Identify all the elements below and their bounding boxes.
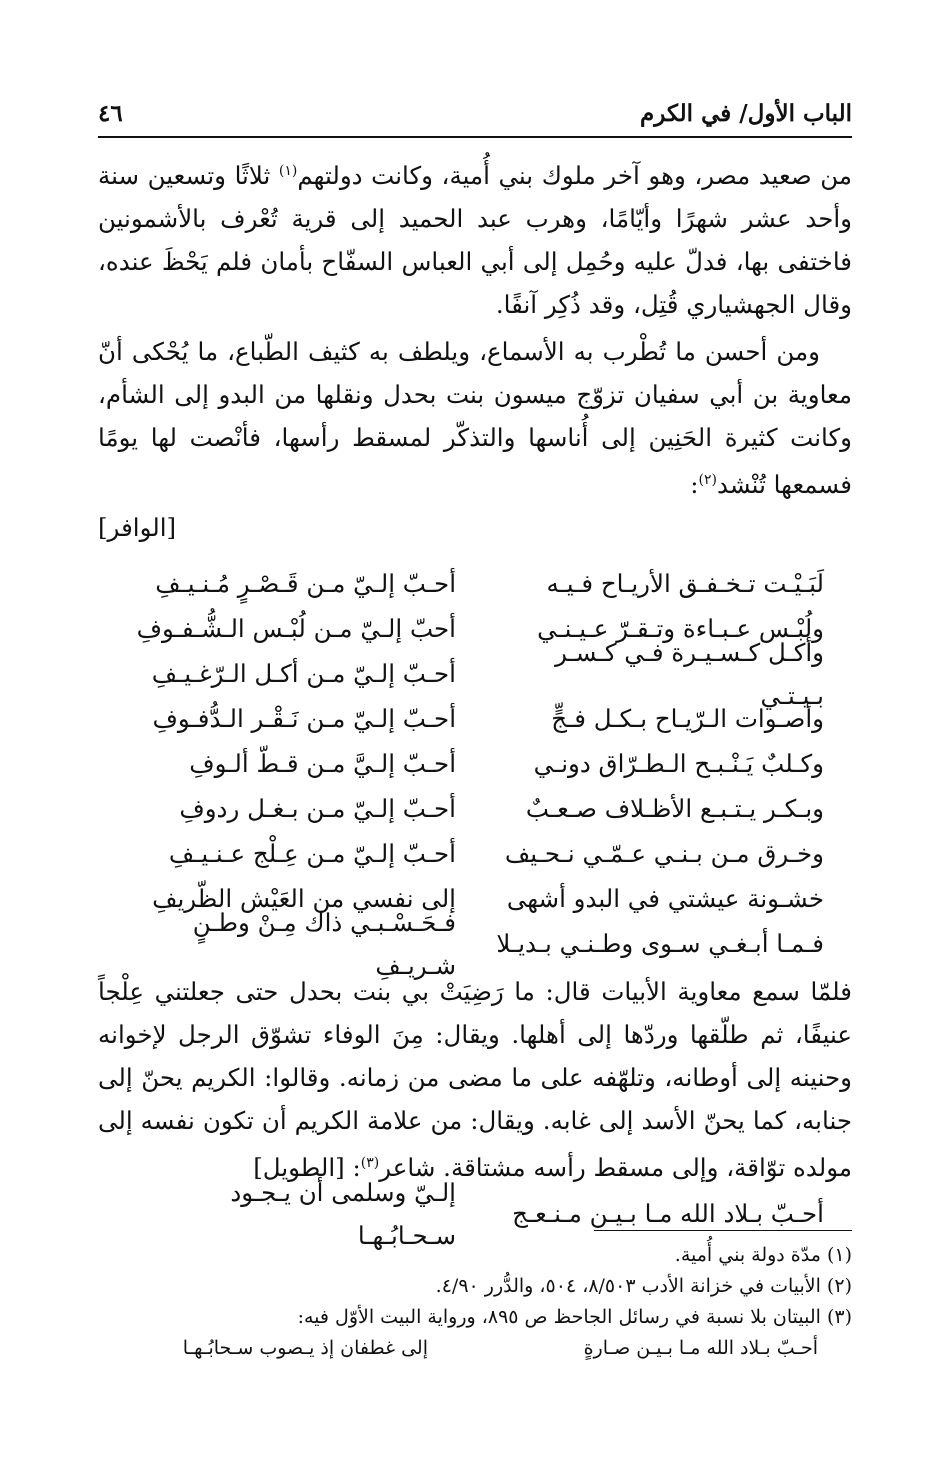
footnote-rule bbox=[594, 1230, 852, 1231]
paragraph-3-end: : [الطويل] bbox=[253, 1153, 361, 1183]
footnote-ref-3: (٣) bbox=[360, 1155, 380, 1172]
second-hemistich: إلى نفسي من العَيْش الظّريفِ bbox=[152, 884, 456, 914]
paragraph-3-text: فلمّا سمع معاوية الأبيات قال: ما رَضِيَتْ بي بنت بحدل حتى جعلتني عِلْجاً عنيفًا، ثم طلّقها وردّها إلى أهلها. ويقال: مِنَ الوفاء تشوّق الرجل لإخوانه وحنينه إلى أوطانه، وتلهّفه على ما مضى من زمانه. وقالوا: الكريم يحنّ إلى جنابه، كما يحنّ الأسد إلى غابه. ويقال: من علامة الكريم أن تكون نفسه إلى مولده توّاقة، وإلى مسقط رأسه مشتاقة. شاعر bbox=[98, 977, 852, 1183]
footnote-2: (٢) الأبيات في خزانة الأدب ٨/٥٠٣، ٥٠٤، والدُّرر ٤/٩٠. bbox=[435, 1275, 852, 1297]
first-hemistich: لَبَـيْـت تـخـفـق الأريـاح فـيـه bbox=[546, 569, 824, 599]
second-hemistich: إلى غطفان إذ يـصوب سـحابُـهـا bbox=[182, 1337, 428, 1359]
first-hemistich: وأكـل كـسـيـرة فـي كـسـر بـيـتـي bbox=[555, 637, 824, 710]
verse-line bbox=[98, 637, 852, 710]
footnote-1: (١) مدّة دولة بني أُمية. bbox=[674, 1244, 852, 1266]
second-hemistich: أحـبّ إلـيّ مـن بـغـل ردوفِ bbox=[179, 794, 456, 824]
paragraph-3 bbox=[98, 970, 852, 1189]
paragraph-1 bbox=[98, 150, 852, 326]
second-hemistich: أحـبّ إلـيّ مـن نَـقْـر الـدُّفـوفِ bbox=[152, 704, 456, 734]
verse-line bbox=[98, 786, 852, 831]
main-text bbox=[98, 150, 853, 1250]
paragraph-1-text-cont: ثلاثًا وتسعين سنة وأحد عشر شهرًا وأيّامًا، وهرب عبد الحميد إلى قرية تُعْرف بالأشمونين فاختفى بها، فدلّ عليه وحُمِل إلى أبي العباس السفّاح بأمان فلم يَحْظَ عنده، وقال الجهشياري قُتِل، وقد ذُكِر آنفًا. bbox=[98, 161, 852, 320]
first-hemistich: أحـبّ بـلاد الله مـا بـيـن مـنـعـج bbox=[512, 1199, 824, 1229]
second-hemistich: إلـيّ وسلمى أن يـجـود سـحـابُـهـا bbox=[230, 1177, 456, 1250]
second-hemistich: أحـبّ إلـيّ مـن أكـل الـرّغـيـفِ bbox=[151, 659, 456, 689]
first-hemistich: خشـونة عيشتي في البدو أشهى bbox=[506, 884, 824, 914]
verse-line bbox=[98, 561, 852, 606]
second-hemistich: فـحَـسْـبـي ذاك مِـنْ وطـنٍ شـريـفِ bbox=[192, 907, 456, 980]
first-hemistich: أحـبّ بـلاد الله مـا بـيـن صـارةٍ bbox=[583, 1337, 818, 1359]
verse-line bbox=[98, 696, 852, 741]
verse-line bbox=[98, 741, 852, 786]
paragraph-2-text: ومن أحسن ما تُطْرب به الأسماع، ويلطف به كثيف الطّباع، ما يُحْكى أنّ معاوية بن أبي سفيان تزوّج ميسون بنت بحدل ونقلها من البدو إلى الشأم، وكانت كثيرة الحَنِين إلى أُناسها والتذكّر لمسقط رأسها، فأنْصت لها يومًا فسمعها تُنْشد bbox=[98, 337, 852, 500]
header-rule bbox=[98, 136, 852, 138]
footnote-ref-1: (١) bbox=[278, 163, 298, 179]
first-hemistich: ولُبْـس عـبـاءة وتـقـرّ عـيـنـي bbox=[537, 614, 824, 644]
second-hemistich: أحبّ إلـيّ مـن لُبْـس الـشُّـفـوفِ bbox=[136, 614, 456, 644]
page-number: ٤٦ bbox=[98, 99, 123, 127]
paragraph-2-end: : bbox=[690, 470, 699, 500]
poem bbox=[98, 561, 852, 980]
second-hemistich: أحـبّ إلـيَّ مـن قـطّ ألـوفِ bbox=[189, 749, 456, 779]
first-hemistich: وبـكـر يـتـبـع الأظـلاف صـعـبٌ bbox=[525, 794, 824, 824]
paragraph-1-text: من صعيد مصر، وهو آخر ملوك بني أُمية، وكانت دولتهم bbox=[297, 161, 853, 191]
footnote-verse bbox=[98, 1333, 818, 1364]
footnotes bbox=[98, 1240, 852, 1364]
running-head bbox=[98, 96, 852, 130]
footnote-3: (٣) البيتان بلا نسبة في رسائل الجاحظ ص ٨٩٥، ورواية البيت الأوّل فيه: bbox=[297, 1306, 852, 1328]
first-hemistich: فـمـا أبـغـي سـوى وطـنـي بـديـلا bbox=[496, 929, 824, 959]
first-hemistich: وأصـوات الـرّيـاح بـكـل فـجٍّ bbox=[551, 704, 824, 734]
first-hemistich: وكـلبٌ يَـنْـبـح الـطـرّاق دونـي bbox=[533, 749, 824, 779]
verse-line bbox=[98, 907, 852, 980]
meter-label: [الوافر] bbox=[98, 513, 177, 543]
paragraph-2 bbox=[98, 330, 852, 506]
second-hemistich: أحـبّ إلـيّ مـن قَـصْـرٍ مُـنـيـفِ bbox=[155, 569, 456, 599]
chapter-title: الباب الأول/ في الكرم bbox=[640, 99, 852, 127]
verse-line bbox=[98, 831, 852, 876]
second-hemistich: أحـبّ إلـيّ مـن عِـلْج عـنـيـفِ bbox=[168, 839, 456, 869]
first-hemistich: وخـرق مـن بـنـي عـمّـي نـحـيف bbox=[504, 839, 824, 869]
footnote-ref-2: (٢) bbox=[698, 472, 717, 489]
